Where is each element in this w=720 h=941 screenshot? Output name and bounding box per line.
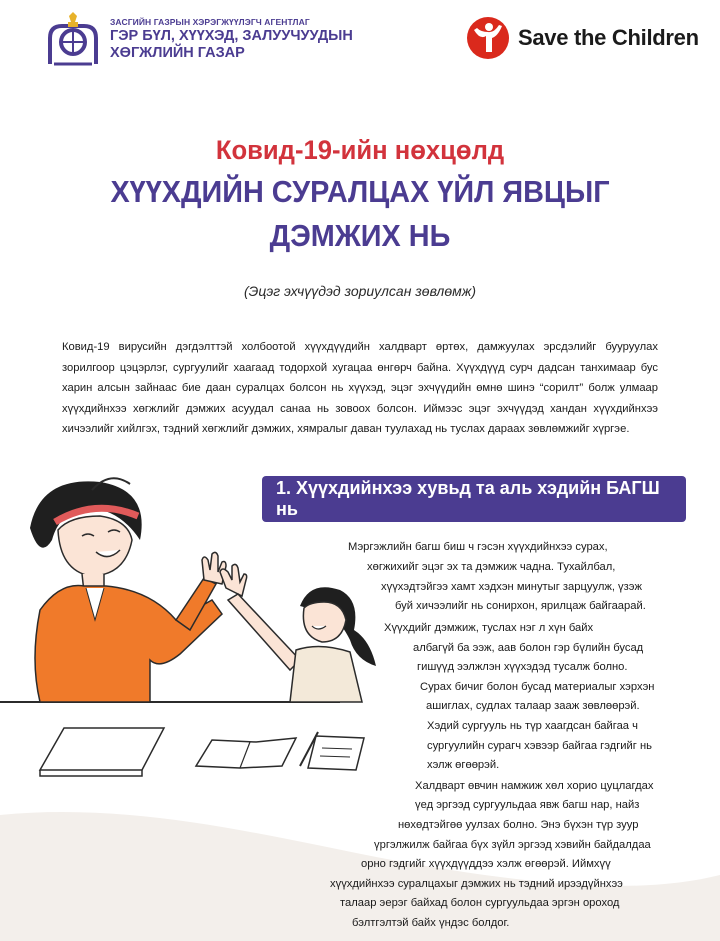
partner-name: Save the Children (518, 25, 699, 50)
subtitle: (Эцэг эхчүүдэд зориулсан зөвлөмж) (243, 283, 477, 299)
intro-paragraph: Ковид-19 вирусийн дэгдэлттэй холбоотой хүүхдүүдийн халдварт өртөх, дамжуулах эрсдэлийг бууруулах зорилгоор цэцэрлэг, сургуулийг хаагаад тодорхой хугацаа өнгөрч байна. Хүүхдүүд сурч дадсан танхимаар бус харин алсын зайнаас бие даан суралцах болсон нь хүүхэд, эцэг эхчүүдийн өмнө шинэ “сорилт” болж улмаар хүүхдийнхээ хөгжлийг дэмжих асуудал санаа нь зовоох болсон. Иймээс эцэг эхчүүдэд хандан хүүхдийнхээ хичээлийг хийлгэх, тэдний хөгжлийг дэмжих, хямралыг даван туулахад нь туслах дараах зөвлөмжийг хүргэе. (62, 341, 658, 435)
agency-logo-block (44, 12, 353, 68)
body-line: Халдварт өвчин намжиж хөл хорио цуцлагдах (415, 780, 654, 792)
body-line: сургуулийн сурагч хэвээр байгаа гэдгийг нь (427, 740, 652, 752)
title-line-2: ХҮҮХДИЙН СУРАЛЦАХ ҮЙЛ ЯВЦЫГ (110, 174, 610, 209)
body-line: хэлж өгөөрэй. (427, 759, 500, 771)
body-line: үед эргээд сургуульдаа явж багш нар, найз (415, 799, 640, 811)
agency-line-1: ЗАСГИЙН ГАЗРЫН ХЭРЭГЖҮҮЛЭГЧ АГЕНТЛАГ (110, 17, 310, 28)
agency-line-2: ГЭР БҮЛ, ХҮҮХЭД, ЗАЛУУЧУУДЫН (110, 28, 353, 45)
state-emblem-icon (44, 12, 102, 68)
body-line: гишүүд ээлжлэн хүүхэдэд тусалж болно. (417, 661, 628, 673)
body-line: Хүүхдийг дэмжиж, туслах нэг л хүн байх (384, 622, 594, 634)
mother-child-high-five-illustration (0, 470, 390, 800)
body-line: Сурах бичиг болон бусад материалыг хэрхэн (420, 681, 655, 693)
body-line: талаар эерэг байхад болон сургуульдаа эргэн ороход (340, 897, 620, 909)
section-heading: 1. Хүүхдийнхээ хувьд та аль хэдийн БАГШ нь (262, 476, 686, 522)
body-line: албагүй ба ээж, аав болон гэр бүлийн бусад (413, 642, 644, 654)
title-main (25, 170, 695, 258)
body-line: хүүхдийнхээ суралцахыг дэмжих нь тэдний ирээдүйнхээ (330, 878, 623, 890)
body-line: Мэргэжлийн багш биш ч гэсэн хүүхдийнхээ сурах, (348, 541, 608, 553)
body-line: ашиглах, судлах талаар зааж зөвлөөрэй. (426, 700, 640, 712)
title-line-3: ДЭМЖИХ НЬ (269, 218, 451, 253)
body-line: Хэдий сургууль нь түр хаагдсан байгаа ч (427, 720, 638, 732)
body-line: хүүхэдтэйгээ хамт хэдхэн минутыг зарцуулж, үзэж (381, 581, 642, 593)
save-the-children-logo-icon (466, 16, 510, 60)
body-line: орно гэдгийг хүүхдүүддээ хэлж өгөөрэй. Иймхүү (361, 858, 611, 870)
body-line: үргэлжилж байгаа бүх зүйл эргээд хэвийн байдалдаа (374, 839, 651, 851)
agency-line-3: ХӨГЖЛИЙН ГАЗАР (110, 45, 245, 62)
body-line: нөхөдтэйгөө уулзах болно. Энэ бүхэн түр зуур (398, 819, 639, 831)
body-line: бэлтгэлтэй байх үндэс болдог. (352, 917, 510, 929)
save-the-children-logo (466, 14, 699, 62)
body-line: хөгжихийг эцэг эх та дэмжиж чадна. Тухайлбал, (367, 561, 616, 573)
body-line: буй хичээлийг нь сонирхон, ярилцаж байгаарай. (395, 600, 646, 612)
title-line-1: Ковид-19-ийн нөхцөлд (215, 135, 505, 165)
